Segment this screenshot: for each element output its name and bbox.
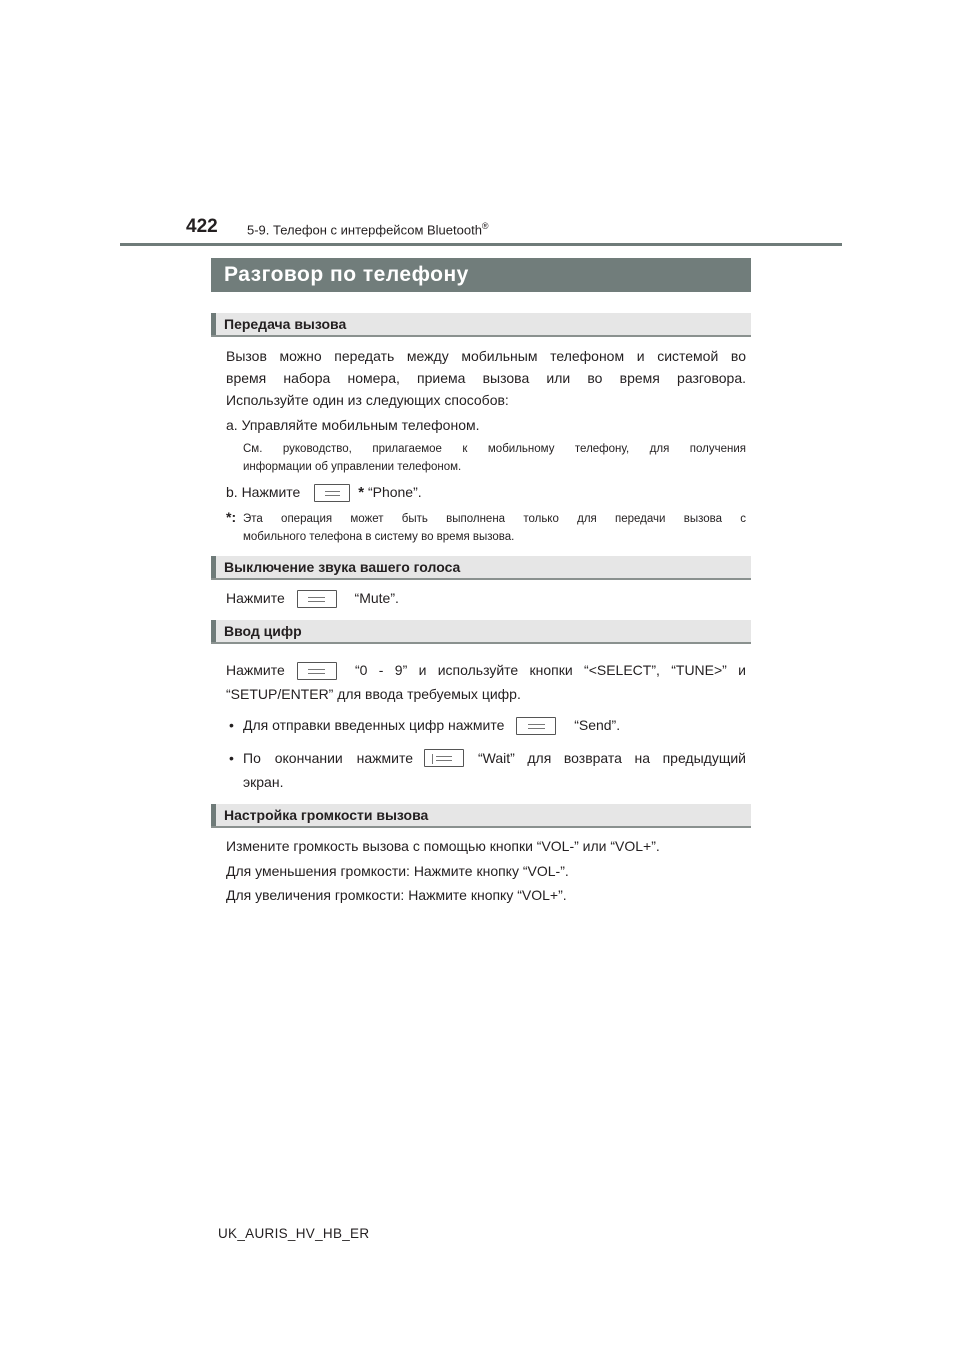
paragraph-line: время набора номера, приема вызова или во время разговора.	[226, 370, 746, 386]
mute-screen-button-icon	[297, 590, 337, 608]
digits-screen-button-icon	[297, 662, 337, 680]
send-screen-button-icon	[516, 717, 556, 735]
bullet-wait-suffix: “Wait” для возврата на предыдущий	[478, 750, 746, 766]
running-head	[247, 221, 489, 237]
bullet-mark: •	[229, 717, 234, 733]
paragraph-line: Вызов можно передать между мобильным телефоном и системой во	[226, 348, 746, 364]
asterisk-mark: *	[358, 484, 365, 501]
paragraph-line: Для увеличения громкости: Нажмите кнопку “VOL+”.	[226, 887, 567, 903]
page-title: Разговор по телефону	[211, 258, 751, 292]
footnote-line: мобильного телефона в систему во время вызова.	[243, 531, 515, 543]
bullet-wait-prefix: По окончании нажмите	[243, 750, 413, 766]
section-heading-mute	[211, 556, 751, 580]
list-item-b-prefix: b. Нажмите	[226, 484, 301, 500]
footnote-mark: *:	[226, 509, 237, 525]
registered-mark: ®	[481, 221, 489, 231]
section-heading-text: Ввод цифр	[224, 623, 302, 639]
phone-screen-button-icon	[314, 484, 350, 502]
list-item-b-suffix: “Phone”.	[367, 484, 422, 500]
bullet-send-suffix: “Send”.	[574, 717, 621, 733]
footnote-line: Эта операция может быть выполнена только для передачи вызова с	[243, 513, 746, 525]
section-heading-text: Передача вызова	[224, 316, 347, 332]
section-heading-digits	[211, 620, 751, 644]
note-line: информации об управлении телефоном.	[243, 461, 462, 473]
document-code: UK_AURIS_HV_HB_ER	[218, 1226, 370, 1241]
section-heading-text: Выключение звука вашего голоса	[224, 559, 461, 575]
digits-prefix: Нажмите	[226, 662, 285, 678]
bullet-send	[243, 714, 620, 736]
mute-prefix: Нажмите	[226, 590, 285, 606]
bullet-send-prefix: Для отправки введенных цифр нажмите	[243, 717, 505, 733]
header-rule	[120, 243, 842, 246]
digits-line1	[226, 659, 351, 681]
bullet-mark: •	[229, 750, 234, 766]
wait-screen-button-icon	[424, 749, 464, 767]
paragraph-line: Измените громкость вызова с помощью кнопки “VOL-” или “VOL+”.	[226, 838, 660, 854]
section-heading-transfer	[211, 313, 751, 337]
paragraph-line: Для уменьшения громкости: Нажмите кнопку “VOL-”.	[226, 863, 569, 879]
note-line: См. руководство, прилагаемое к мобильному телефону, для получения	[243, 443, 746, 455]
mute-suffix: “Mute”.	[354, 590, 399, 606]
running-head-text: 5-9. Телефон с интерфейсом Bluetooth	[247, 222, 482, 238]
list-item-b	[226, 481, 422, 503]
mute-instruction	[226, 587, 399, 609]
paragraph-line: “SETUP/ENTER” для ввода требуемых цифр.	[226, 686, 521, 702]
paragraph-line: Используйте один из следующих способов:	[226, 392, 509, 408]
page-number: 422	[186, 216, 218, 237]
section-heading-volume	[211, 804, 751, 828]
section-heading-text: Настройка громкости вызова	[224, 807, 429, 823]
digits-line1-suffix: “0 - 9” и используйте кнопки “<SELECT”, “TUNE>” и	[355, 662, 746, 678]
list-item-a: a. Управляйте мобильным телефоном.	[226, 417, 480, 433]
paragraph-line: экран.	[243, 774, 284, 790]
